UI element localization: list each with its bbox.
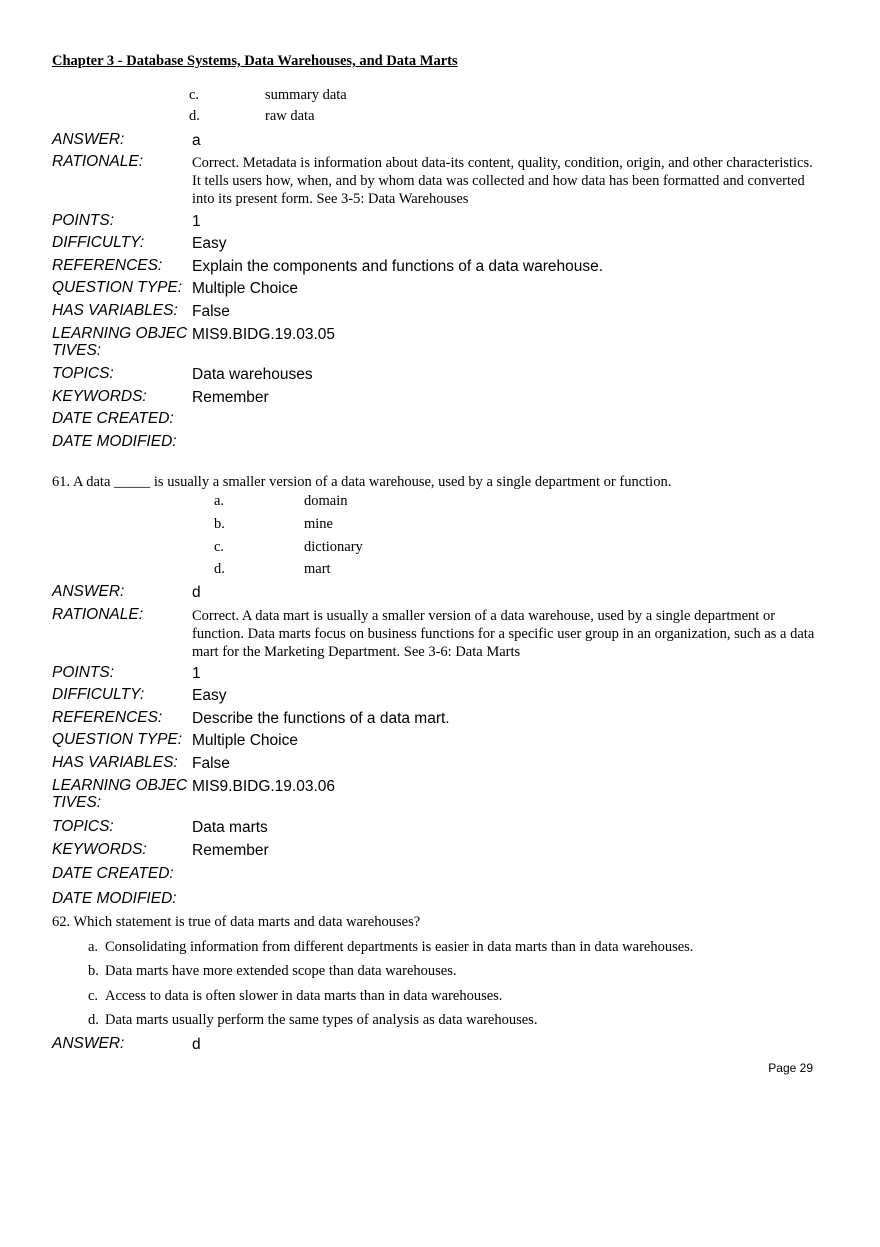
difficulty-value: Easy (192, 235, 227, 252)
option-text: summary data (265, 87, 347, 103)
option-letter: c. (88, 988, 99, 1004)
question-type-label: QUESTION TYPE: (52, 731, 183, 748)
learning-objectives-value: MIS9.BIDG.19.03.06 (192, 778, 336, 795)
option-text: Consolidating information from different departments is easier in data marts than in data warehouses. (105, 939, 694, 955)
references-label: REFERENCES: (52, 709, 163, 726)
rationale-text: Correct. Metadata is information about data-its content, quality, condition, origin, and other characteristics. It tells users how, when, and by whom data was collected and how data has been formatted and converted into its present form. See 3-5: Data Warehouses (192, 155, 813, 207)
references-label: REFERENCES: (52, 257, 163, 274)
learning-objectives-label: LEARNING OBJEC (52, 325, 188, 342)
references-value: Describe the functions of a data mart. (192, 710, 450, 727)
topics-value: Data marts (192, 819, 268, 836)
date-created-label: DATE CREATED: (52, 865, 174, 882)
has-variables-value: False (192, 755, 230, 772)
keywords-value: Remember (192, 842, 269, 859)
difficulty-label: DIFFICULTY: (52, 686, 145, 703)
topics-label: TOPICS: (52, 365, 114, 382)
keywords-value: Remember (192, 389, 269, 406)
learning-objectives-label-cont: TIVES: (52, 794, 102, 811)
references-value: Explain the components and functions of a data warehouse. (192, 258, 604, 275)
option-letter: a. (214, 493, 225, 509)
difficulty-label: DIFFICULTY: (52, 234, 145, 251)
option-text: mart (304, 561, 331, 577)
date-created-label: DATE CREATED: (52, 410, 174, 427)
option-letter: c. (214, 539, 225, 555)
option-text: dictionary (304, 539, 363, 555)
option-text: Data marts usually perform the same types of analysis as data warehouses. (105, 1012, 538, 1028)
date-modified-label: DATE MODIFIED: (52, 890, 177, 907)
learning-objectives-label: LEARNING OBJEC (52, 777, 188, 794)
rationale-label: RATIONALE: (52, 153, 144, 170)
option-letter: b. (214, 516, 225, 532)
option-text: Data marts have more extended scope than data warehouses. (105, 963, 457, 979)
topics-label: TOPICS: (52, 818, 114, 835)
page-number: Page 29 (768, 1061, 813, 1075)
keywords-label: KEYWORDS: (52, 841, 147, 858)
option-text: raw data (265, 108, 315, 124)
points-value: 1 (192, 213, 201, 230)
option-letter: d. (88, 1012, 99, 1028)
question-type-label: QUESTION TYPE: (52, 279, 183, 296)
answer-value: d (192, 584, 201, 601)
question-stem: 62. Which statement is true of data marts and data warehouses? (52, 914, 421, 930)
question-stem: 61. A data _____ is usually a smaller version of a data warehouse, used by a single department or function. (52, 474, 672, 490)
date-modified-label: DATE MODIFIED: (52, 433, 177, 450)
question-type-value: Multiple Choice (192, 280, 298, 297)
question-type-value: Multiple Choice (192, 732, 298, 749)
difficulty-value: Easy (192, 687, 227, 704)
chapter-title: Chapter 3 - Database Systems, Data Warehouses, and Data Marts (52, 53, 458, 69)
points-value: 1 (192, 665, 201, 682)
points-label: POINTS: (52, 212, 115, 229)
learning-objectives-label-cont: TIVES: (52, 342, 102, 359)
option-text: Access to data is often slower in data marts than in data warehouses. (105, 988, 503, 1004)
answer-label: ANSWER: (52, 1035, 125, 1052)
option-letter: b. (88, 963, 99, 979)
points-label: POINTS: (52, 664, 115, 681)
answer-value: d (192, 1036, 201, 1053)
option-letter: d. (214, 561, 225, 577)
option-text: mine (304, 516, 333, 532)
topics-value: Data warehouses (192, 366, 313, 383)
rationale-text: Correct. A data mart is usually a smaller version of a data warehouse, used by a single department or function. Data marts focus on business functions for a specific user group in an organization, such as a data mart for the Marketing Department. See 3-6: Data Marts (192, 608, 815, 660)
option-letter: c. (189, 87, 200, 103)
keywords-label: KEYWORDS: (52, 388, 147, 405)
option-letter: a. (88, 939, 99, 955)
has-variables-value: False (192, 303, 230, 320)
option-text: domain (304, 493, 348, 509)
option-letter: d. (189, 108, 200, 124)
has-variables-label: HAS VARIABLES: (52, 754, 178, 771)
answer-label: ANSWER: (52, 583, 125, 600)
answer-value: a (192, 132, 201, 149)
has-variables-label: HAS VARIABLES: (52, 302, 178, 319)
rationale-label: RATIONALE: (52, 606, 144, 623)
learning-objectives-value: MIS9.BIDG.19.03.05 (192, 326, 336, 343)
answer-label: ANSWER: (52, 131, 125, 148)
